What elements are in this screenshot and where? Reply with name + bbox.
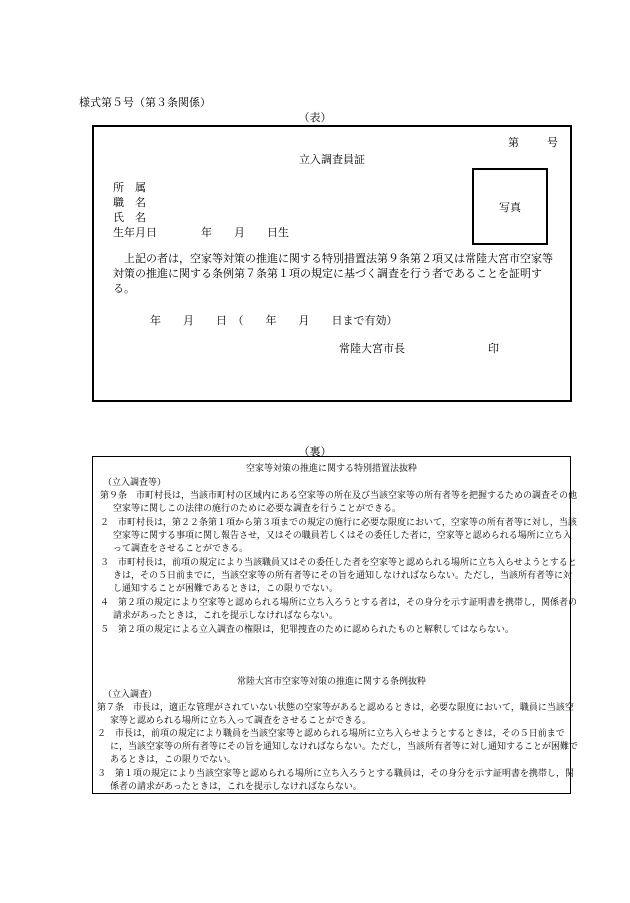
ordinance-excerpt-title: 常陸大宮市空家等対策の推進に関する条例抜粋 (236, 677, 426, 687)
validity-line: 年 月 日 （ 年 月 日まで有効） (150, 314, 398, 327)
card-number-suffix: 号 (547, 136, 558, 149)
form-header: 様式第５号（第３条関係） (79, 96, 211, 109)
ordinance-paragraph-1: 第７条 市長は，適正な管理がされていない状態の空家等があると認めるときは，必要な限度において，職員に当該空家等と認められる場所に立ち入って調査をさせることができる。 (97, 703, 574, 727)
law-section-heading: （立入調査等） (103, 478, 167, 488)
ordinance-section-heading: （立入調査） (103, 690, 158, 700)
field-affiliation: 所 属 (113, 181, 146, 194)
law-paragraph-3: ３ 市町村長は，前項の規定により当該職員又はその委任した者を空家等と認められる場所に立ち入らせようとするときは，その５日前までに，当該空家等の所有者等にその旨を通知しなければならない。ただし，当該所有者等に対し通知することが困難であるときは，この限りでない。 (100, 558, 577, 595)
issuer-name: 常陸大宮市長 (339, 342, 405, 355)
field-name: 氏 名 (113, 211, 146, 224)
certification-paragraph: 上記の者は，空家等対策の推進に関する特別措置法第９条第２項又は常陸大宮市空家等対策の推進に関する条例第７条第１項の規定に基づく調査を行う者であることを証明する。 (113, 252, 553, 295)
photo-box (472, 168, 548, 245)
certification-text (113, 251, 558, 296)
law-excerpt-title: 空家等対策の推進に関する特別措置法抜粋 (245, 464, 417, 474)
field-job-title: 職 名 (113, 196, 146, 209)
back-side-label: （裏） (298, 445, 332, 458)
law-paragraph-4: ４ 第２項の規定により空家等と認められる場所に立ち入ろうとする者は，その身分を示す証明書を携帯し，関係者の請求があったときは，これを提示しなければならない。 (100, 598, 578, 622)
field-birthdate: 生年月日 年 月 日生 (113, 226, 289, 239)
id-card-front (92, 125, 572, 402)
front-side-label: （表） (298, 111, 332, 124)
ordinance-paragraph-2: ２ 市長は，前項の規定により職員を当該空家等と認められる場所に立ち入らせようとするときは，その５日前までに，当該空家等の所有者等にその旨を通知しなければならない。ただし，当該所有者等に対し通知することが困難であるときは，この限りでない。 (97, 729, 579, 766)
law-paragraph-1: 第９条 市町村長は，当該市町村の区域内にある空家等の所在及び当該空家等の所有者等を把握するための調査その他空家等に関しこの法律の施行のために必要な調査を行うことができる。 (100, 491, 578, 515)
law-paragraph-2: ２ 市町村長は，第２２条第１項から第３項までの規定の施行に必要な限度において，空家等の所有者等に対し，当該空家等に関する事項に関し報告させ，又はその職員若しくはその委任した者に，空家等と認められる場所に立ち入って調査をさせることができる。 (100, 518, 577, 555)
card-number-prefix: 第 (508, 136, 519, 149)
ordinance-paragraph-3: ３ 第１項の規定により当該空家等と認められる場所に立ち入ろうとする職員は，その身分を示す証明書を携帯し，関係者の請求があったときは，これを提示しなければならない。 (97, 769, 575, 793)
seal-mark: 印 (488, 342, 499, 355)
card-title: 立入調査員証 (299, 153, 365, 166)
photo-label: 写真 (499, 200, 521, 214)
card-number-label (508, 134, 558, 150)
law-paragraph-5: ５ 第２項の規定による立入調査の権限は，犯罪捜査のために認められたものと解釈してはならない。 (100, 625, 515, 635)
id-card-back (92, 456, 579, 794)
